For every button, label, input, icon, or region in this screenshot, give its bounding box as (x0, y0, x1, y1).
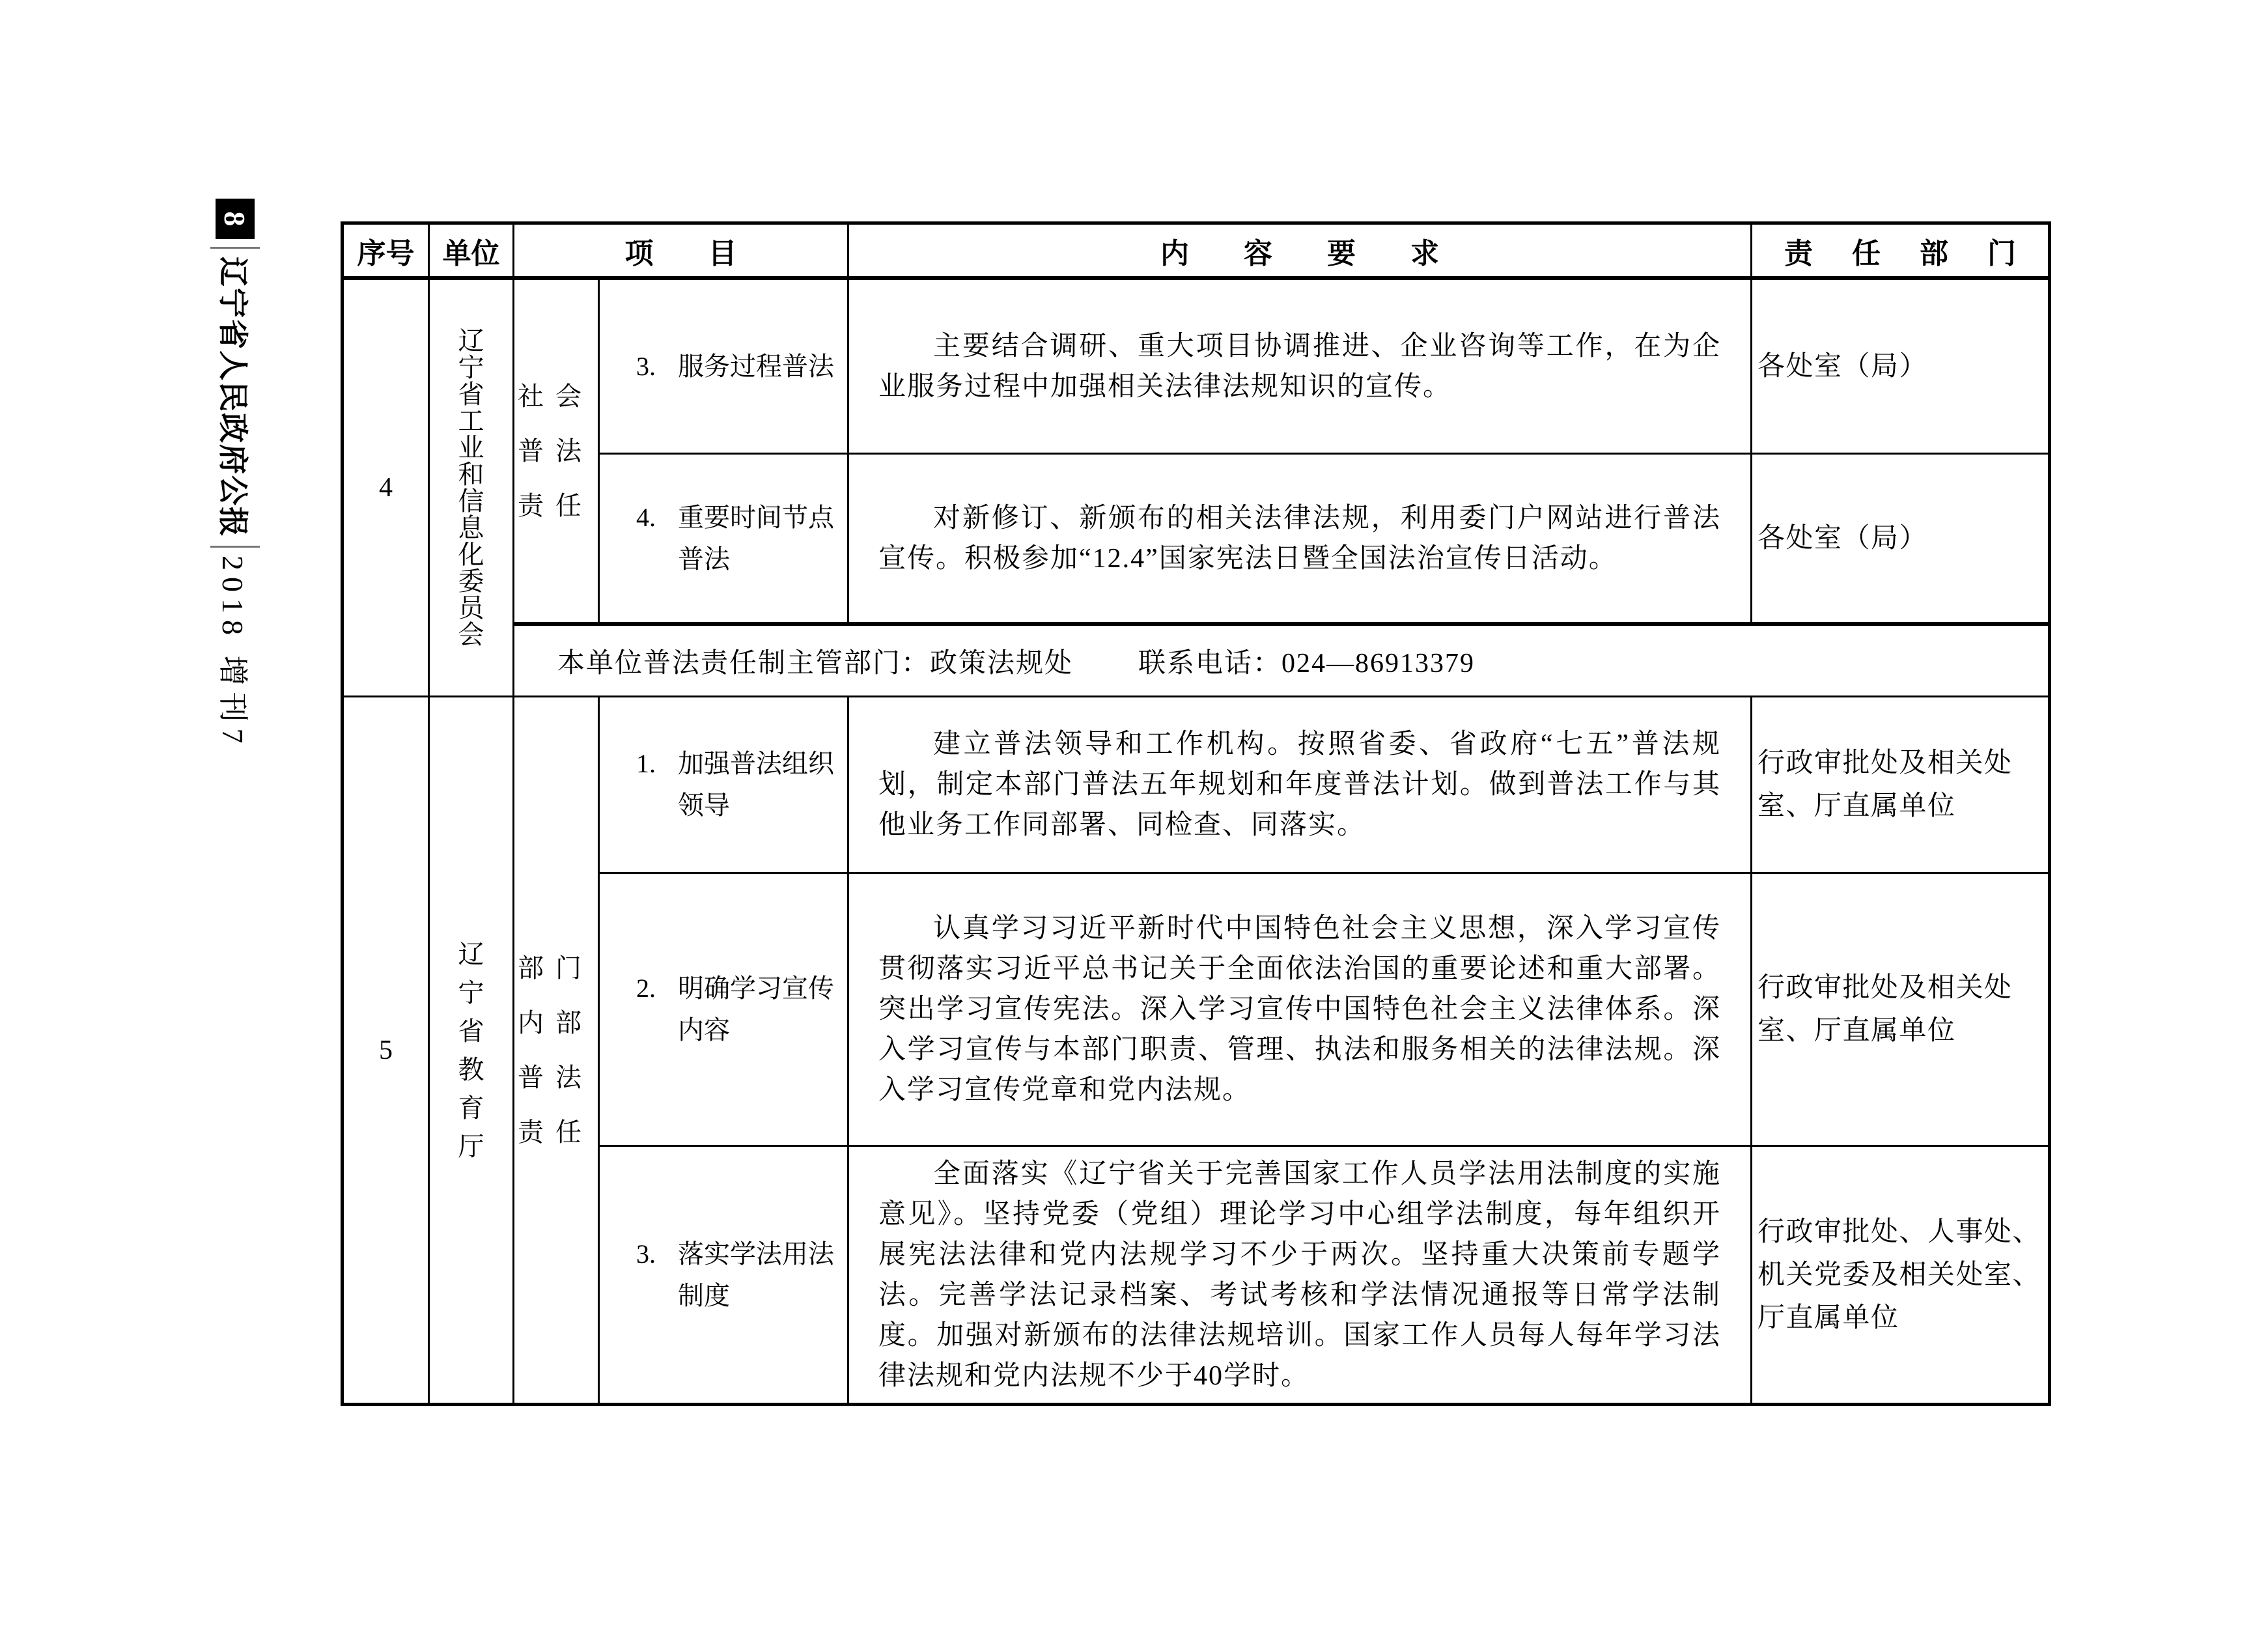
row4-category: 社会普法责任 (514, 280, 600, 626)
row5-item1-content: 建立普法领导和工作机构。按照省委、省政府“七五”普法规划，制定本部门普法五年规划和年度普法计划。做到普法工作与其他业务工作同部署、同检查、同落实。 (849, 697, 1752, 874)
page-spine (210, 199, 260, 765)
header-item: 项目 (514, 225, 849, 280)
row5-item2-label: 2. 明确学习宣传内容 (600, 874, 849, 1147)
row5-item1-label: 1. 加强普法组织领导 (600, 697, 849, 874)
row5-item3-department: 行政审批处、人事处、机关党委及相关处室、厅直属单位 (1757, 1216, 2041, 1333)
row4-item4-department: 各处室（局） (1752, 455, 2048, 626)
row5-item2-department: 行政审批处及相关处室、厅直属单位 (1752, 874, 2048, 1147)
row5-item2-content: 认真学习习近平新时代中国特色社会主义思想，深入学习宣传贯彻落实习近平总书记关于全面依法治国的重要论述和重大部署。突出学习宣传宪法。深入学习宣传中国特色社会主义法律体系。深入学习宣传与本部门职责、管理、执法和服务相关的法律法规。深入学习宣传党章和党内法规。 (849, 874, 1752, 1147)
row5-index: 5 (344, 697, 430, 1403)
header-unit: 单位 (430, 225, 514, 280)
responsibility-table (341, 221, 2055, 1406)
row4-item4-label: 4. 重要时间节点普法 (600, 455, 849, 626)
row4-index: 4 (344, 280, 430, 697)
spine-divider (210, 546, 260, 548)
row5-item3-content: 全面落实《辽宁省关于完善国家工作人员学法用法制度的实施意见》。坚持党委（党组）理论学习中心组学法制度，每年组织开展宪法法律和党内法规学习不少于两次。坚持重大决策前专题学法。完善学法记录档案、考试考核和学法情况通报等日常学法制度。加强对新颁布的法律法规培训。国家工作人员每人每年学习法律法规和党内法规不少于40学时。 (849, 1147, 1752, 1403)
page-number-box (216, 199, 255, 239)
row4-footer (514, 626, 2048, 697)
row4-item3-label: 3. 服务过程普法 (600, 280, 849, 455)
row5-category: 部门内部普法责任 (514, 697, 600, 1403)
header-department: 责任部门 (1752, 225, 2048, 280)
row4-item3-content: 主要结合调研、重大项目协调推进、企业咨询等工作，在为企业服务过程中加强相关法律法规知识的宣传。 (849, 280, 1752, 455)
issue-info: 2018 增刊7 (216, 555, 249, 750)
footer-dept: 本单位普法责任制主管部门：政策法规处 (557, 648, 1074, 679)
row5-item1-department: 行政审批处及相关处室、厅直属单位 (1752, 697, 2048, 874)
spine-divider (210, 247, 260, 249)
header-content: 内容要求 (849, 225, 1752, 280)
row4-unit: 辽宁省工业和信息化委员会 (430, 280, 514, 697)
row4-item4-content: 对新修订、新颁布的相关法律法规，利用委门户网站进行普法宣传。积极参加“12.4”国家宪法日暨全国法治宣传日活动。 (849, 455, 1752, 626)
row5-unit: 辽宁省教育厅 (430, 697, 514, 1403)
page-number: 8 (218, 211, 252, 227)
journal-title: 辽宁省人民政府公报 (216, 257, 249, 538)
row4-item3-department: 各处室（局） (1752, 280, 2048, 455)
header-index: 序号 (344, 225, 430, 280)
row5-item3-label: 3. 落实学法用法制度 (600, 1147, 849, 1403)
footer-phone: 联系电话：024—86913379 (1138, 648, 1476, 679)
